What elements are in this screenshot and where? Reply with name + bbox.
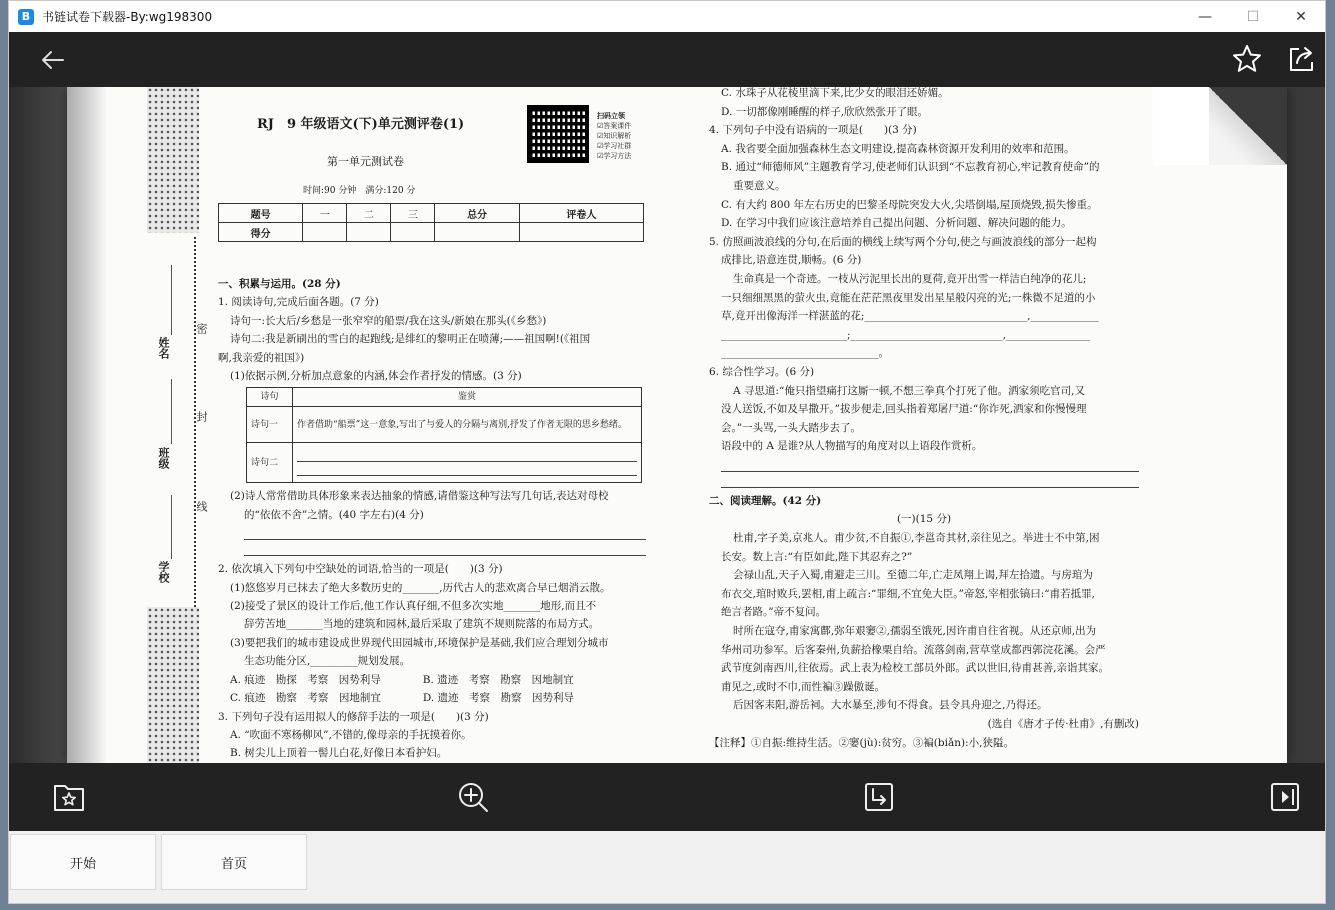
passage-text: 长安。数上言:“有臣如此,陛下其忍弃之?”: [721, 550, 913, 563]
question-text: 1. 阅读诗句,完成后面各题。(7 分): [218, 296, 379, 309]
answer-option: C. 有大约 800 年左右历史的巴黎圣母院突发大火,尖塔倒塌,屋顶烧毁,损失惨重。: [721, 198, 1098, 211]
arrow-left-icon[interactable]: [37, 44, 69, 76]
score-cell: [519, 223, 643, 242]
answer-option: A. 痕迹 勘探 考察 因势利导 B. 遗迹 考察 勘察 因地制宜: [230, 673, 574, 686]
score-cell: [303, 223, 347, 242]
poem-table-label: 诗句一: [247, 407, 293, 443]
passage-text: ________________________;_____________________________,________________: [721, 328, 1091, 341]
page-spine: [67, 87, 107, 763]
passage-text: 布衣交,琯时败兵,罢相,甫上疏言:“罪细,不宜免大臣。”帝怒,宰相张镐曰:“甫若抵罪,: [721, 587, 1095, 600]
answer-option: A. “吹面不寒杨柳风”,不错的,像母亲的手抚摸着你。: [230, 728, 472, 741]
page-curl-fold: [1209, 87, 1287, 165]
poem-table-header: 诗句: [247, 388, 293, 407]
question-text: 生态功能分区,_________规划发展。: [244, 655, 411, 668]
zoom-in-icon[interactable]: [456, 780, 490, 814]
return-icon[interactable]: [862, 780, 896, 814]
document-viewer[interactable]: [9, 87, 1325, 763]
next-page-icon[interactable]: [1268, 780, 1302, 814]
bottom-menu: [9, 831, 1325, 904]
star-outline-icon[interactable]: [1231, 43, 1263, 75]
answer-line: [244, 528, 646, 540]
passage-text: 一只细细黑黑的萤火虫,竟能在茫茫黑夜里发出星星般闪亮的光;一株微不足道的小: [721, 291, 1096, 304]
qr-caption-line: ☑知识解析: [597, 132, 632, 140]
right-page-text: [709, 87, 1139, 752]
class-write-line: [171, 379, 172, 444]
question-text: 6. 综合性学习。(6 分): [709, 365, 815, 378]
app-icon: B: [18, 9, 34, 25]
qr-caption: [597, 111, 631, 161]
question-text: 语段中的 A 是谁?从人物描写的角度对以上语段作赏析。: [721, 440, 983, 453]
question-text: 3. 下列句子没有运用拟人的修辞手法的一项是( )(3 分): [218, 710, 489, 723]
answer-line: [297, 464, 637, 476]
left-page-text: [218, 275, 646, 763]
exam-time-info: 时间:90 分钟 满分:120 分: [303, 186, 416, 196]
exam-title: RJ 9 年级语文(下)单元测评卷(1): [257, 117, 465, 132]
section-heading: 一、积累与运用。(28 分): [218, 278, 341, 290]
passage-text: ______________________________。: [721, 347, 889, 360]
seal-mark-feng: 封: [195, 411, 208, 422]
answer-option: B. 通过“师德师风”主题教育学习,使老师们认识到“不忘教育初心,牢记教育使命”的: [721, 161, 1100, 174]
class-label: 班级: [157, 447, 170, 469]
qr-caption-line: ☑学习方法: [597, 152, 632, 160]
app-window: [8, 0, 1326, 904]
exam-paper-spread: [67, 87, 1287, 763]
qr-caption-line: ☑学习社群: [597, 142, 632, 150]
answer-line: [721, 476, 1139, 488]
question-text: 的“依依不舍”之情。(40 字左右)(4 分): [244, 508, 424, 521]
page-edge-shadow: [9, 87, 69, 763]
qr-caption-line: ☑答案课件: [597, 122, 632, 130]
poem-table-header: 鉴赏: [293, 388, 642, 407]
answer-option: 重要意义。: [733, 179, 786, 192]
binding-pattern-top: [147, 87, 199, 233]
score-table: [218, 203, 644, 242]
passage-text: 甫见之,或时不巾,而性褊③躁傲诞。: [721, 680, 886, 693]
start-button[interactable]: 开始: [10, 834, 156, 890]
poem-line: 诗句一:长大后/乡愁是一张窄窄的船票/我在这头/新娘在那头(《乡愁》): [230, 314, 547, 327]
answer-option: D. 一切都像刚睡醒的样子,欣欣然张开了眼。: [721, 105, 929, 118]
question-text: 成排比,语意连贯,顺畅。(6 分): [721, 254, 862, 267]
score-header: 二: [347, 204, 391, 223]
answer-option: C. 水珠子从花棱里滴下来,比少女的眼泪还娇媚。: [721, 87, 949, 99]
school-write-line: [171, 495, 172, 559]
bottom-toolbar: [9, 763, 1325, 831]
qr-caption-line: 扫码立领: [597, 111, 625, 120]
exam-right-page: [709, 87, 1139, 763]
passage-text: A 寻思道:“俺只指望痛打这厮一顿,不想三拳真个打死了他。洒家须吃官司,又: [733, 384, 1085, 397]
exam-left-page: [207, 87, 647, 763]
window-controls: [1181, 1, 1325, 32]
score-header: 一: [303, 204, 347, 223]
score-row-label: 得分: [219, 223, 303, 242]
answer-line: [721, 460, 1139, 472]
passage-text: 绝言者路。”帝不复问。: [721, 606, 827, 619]
passage-text: 没人送饭,不如及早撒开。”拔步便走,回头指着郑屠尸道:“你诈死,洒家和你慢慢理: [721, 403, 1087, 416]
answer-option: A. 我省要全面加强森林生态文明建设,提高森林资源开发利用的效率和范围。: [721, 142, 1075, 155]
answer-line: [297, 450, 637, 462]
seal-mark-xian: 线: [195, 501, 208, 512]
poem-line: 诗句二:我是新刷出的雪白的起跑线;是绯红的黎明正在喷薄;——祖国啊!(《祖国: [230, 333, 591, 346]
passage-source: (选自《唐才子传·杜甫》,有删改): [987, 718, 1139, 730]
question-text: (2)接受了景区的设计工作后,他工作认真仔细,不但多次实地_______地形,而且不: [230, 600, 597, 613]
question-text: 辞劳苦地_______当地的建筑和园林,最后采取了建筑不规则院落的布局方式。: [244, 618, 600, 631]
exam-subtitle: 第一单元测试卷: [327, 155, 404, 168]
score-header: 题号: [219, 204, 303, 223]
poem-table-example: 作者借助“船票”这一意象,写出了与爱人的分隔与离别,抒发了作者无限的思乡愁绪。: [293, 407, 642, 443]
binding-strip: [147, 87, 208, 763]
maximize-button[interactable]: ☐: [1246, 8, 1260, 25]
score-cell: [347, 223, 391, 242]
passage-text: 会禄山乱,天子入蜀,甫避走三川。至德二年,亡走凤翔上谒,拜左拾遗。与房琯为: [733, 569, 1093, 582]
score-header: 评卷人: [519, 204, 643, 223]
page-curl[interactable]: [1153, 87, 1287, 165]
title-bar: [9, 1, 1325, 32]
score-header: 三: [391, 204, 435, 223]
binding-pattern-bottom: [147, 607, 199, 763]
question-text: (1)依据示例,分析加点意象的内涵,体会作者抒发的情感。(3 分): [230, 370, 522, 383]
passage-notes: 【注释】①自振:维持生活。②窭(jù):贫穷。③褊(biǎn):小,狭隘。: [709, 736, 1014, 749]
poem-table-answer-area: [293, 443, 642, 483]
qr-code-image: [527, 105, 589, 163]
question-text: 2. 依次填入下列句中空缺处的词语,恰当的一项是( )(3 分): [218, 563, 503, 576]
passage-text: 时所在寇夺,甫家寓鄜,弥年艰窭②,孺弱至饿死,因许甫自往省视。从还京师,出为: [733, 625, 1097, 638]
answer-option: D. 在学习中我们应该注意培养自己提出问题、分析问题、解决问题的能力。: [721, 217, 1072, 230]
passage-text: 武节度剑南西川,往依焉。武上表为检校工部员外郎。武以世旧,待甫甚善,亲诣其家。: [721, 662, 1110, 675]
passage-text: 杜甫,字子美,京兆人。甫少贫,不自振①,李邕奇其材,亲往见之。举进士不中第,困: [733, 532, 1100, 545]
name-write-line: [171, 265, 172, 335]
poem-analysis-table: [246, 387, 642, 483]
school-label: 学校: [157, 561, 170, 583]
poem-table-label: 诗句二: [247, 443, 293, 483]
name-label: 姓名: [157, 337, 170, 359]
seal-mark-mi: 密: [195, 323, 208, 334]
passage-heading: (一)(15 分): [896, 513, 952, 526]
question-text: (2)诗人常常借助具体形象来表达抽象的情感,请借鉴这种写法写几句话,表达对母校: [230, 490, 609, 503]
answer-line: [244, 544, 646, 556]
question-text: 4. 下列句子中没有语病的一项是( )(3 分): [709, 124, 917, 137]
close-button[interactable]: ✕: [1295, 8, 1307, 25]
top-toolbar: [9, 32, 1325, 87]
poem-line: 啊,我亲爱的祖国》): [218, 351, 305, 364]
section-heading: 二、阅读理解。(42 分): [709, 494, 822, 507]
bookmark-folder-icon[interactable]: [52, 780, 86, 814]
passage-text: 华州司功参军。后客秦州,负薪拾橡栗自给。流落剑南,营草堂成都西郭浣花溪。会严: [721, 643, 1106, 656]
question-text: 5. 仿照画波浪线的分句,在后面的横线上续写两个分句,使之与画波浪线的部分一起构: [709, 235, 1097, 248]
seal-dotted-line: [194, 237, 196, 607]
question-text: (3)要把我们的城市建设成世界现代田园城市,环境保护是基础,我们应合理划分城市: [230, 636, 609, 649]
minimize-button[interactable]: —: [1198, 8, 1212, 25]
score-header: 总分: [435, 204, 519, 223]
answer-option: C. 痕迹 勘察 考察 因地制宜 D. 遗迹 考察 勘察 因势利导: [230, 692, 575, 705]
answer-option: B. 树尖儿上顶着一髻儿白花,好像日本看护妇。: [230, 747, 448, 760]
passage-text: 会。”一头骂,一头大踏步去了。: [721, 421, 861, 434]
score-cell: [391, 223, 435, 242]
window-title: 书链试卷下载器-By:wg198300: [42, 10, 213, 24]
score-cell: [435, 223, 519, 242]
share-export-icon[interactable]: [1285, 43, 1317, 75]
passage-text: 后因客耒阳,游岳祠。大水暴至,涉旬不得食。县令具舟迎之,乃得还。: [733, 699, 1048, 712]
home-button[interactable]: 首页: [161, 834, 307, 890]
question-text: (1)悠悠岁月已抹去了绝大多数历史的_______,历代古人的悲欢离合早已烟消云散。: [230, 581, 611, 594]
passage-text: 草,竟开出像海洋一样湛蓝的花;_______________________________,_____________: [721, 310, 1099, 323]
passage-text: 生命真是一个奇迹。一枝从污泥里长出的夏荷,竟开出雪一样洁白纯净的花儿;: [733, 272, 1087, 285]
